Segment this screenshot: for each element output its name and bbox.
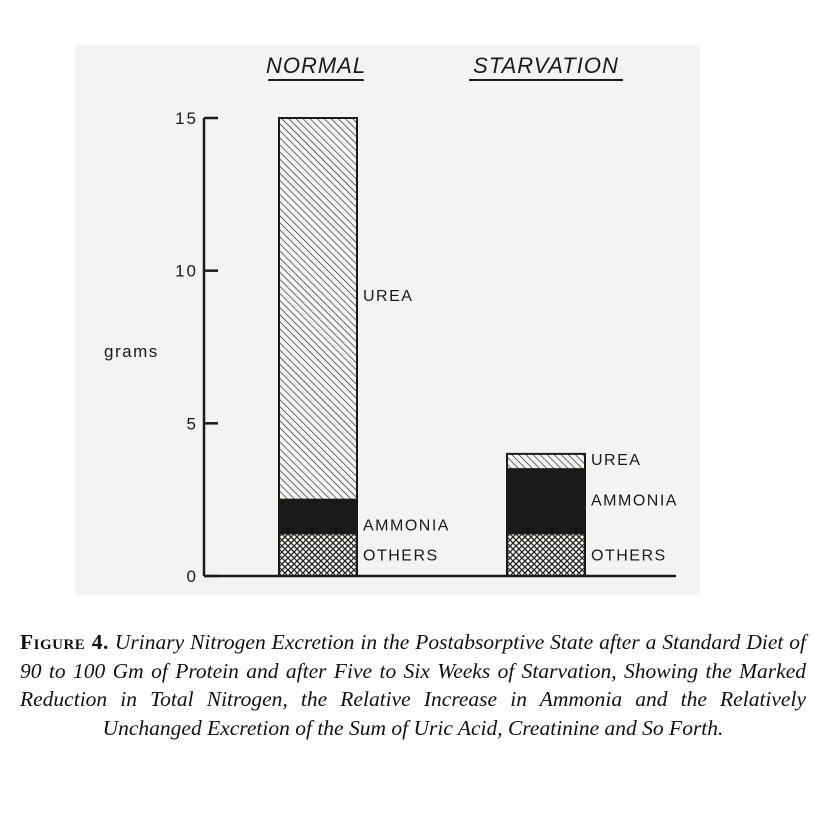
category-header: NORMAL <box>265 53 367 78</box>
segment-label: UREA <box>591 451 642 469</box>
y-axis-label: grams <box>104 342 159 361</box>
bar-segment <box>279 533 357 576</box>
y-tick-label: 10 <box>175 261 198 281</box>
bars-group <box>279 118 585 576</box>
segment-label: AMMONIA <box>591 492 678 510</box>
axes-group <box>104 109 676 586</box>
y-tick-label: 0 <box>186 567 198 586</box>
segment-label: OTHERS <box>591 547 667 565</box>
figure-label: Figure 4. <box>20 630 109 654</box>
segment-label: UREA <box>363 288 414 306</box>
bar-segment <box>279 500 357 534</box>
y-tick-label: 15 <box>175 109 198 128</box>
segment-label: OTHERS <box>363 547 439 565</box>
bar-segment <box>507 469 585 533</box>
y-tick-label: 5 <box>186 414 198 434</box>
figure-caption-text: Urinary Nitrogen Excretion in the Postabsorptive State after a Standard Diet of 90 to 100 Gm of Protein and after Five to Six Weeks of Starvation, Showing the Marked Reduction in Total Nitrogen, the Relative Increase in Ammonia and the Relatively Unchanged Excretion of the Sum of Uric Acid, Creatinine and So Forth. <box>20 630 807 740</box>
segment-label: AMMONIA <box>363 517 450 535</box>
bar-segment <box>507 533 585 576</box>
category-header: STARVATION <box>473 53 619 78</box>
figure-caption <box>20 628 806 742</box>
bar-segment <box>279 118 357 500</box>
bar-segment <box>507 454 585 469</box>
